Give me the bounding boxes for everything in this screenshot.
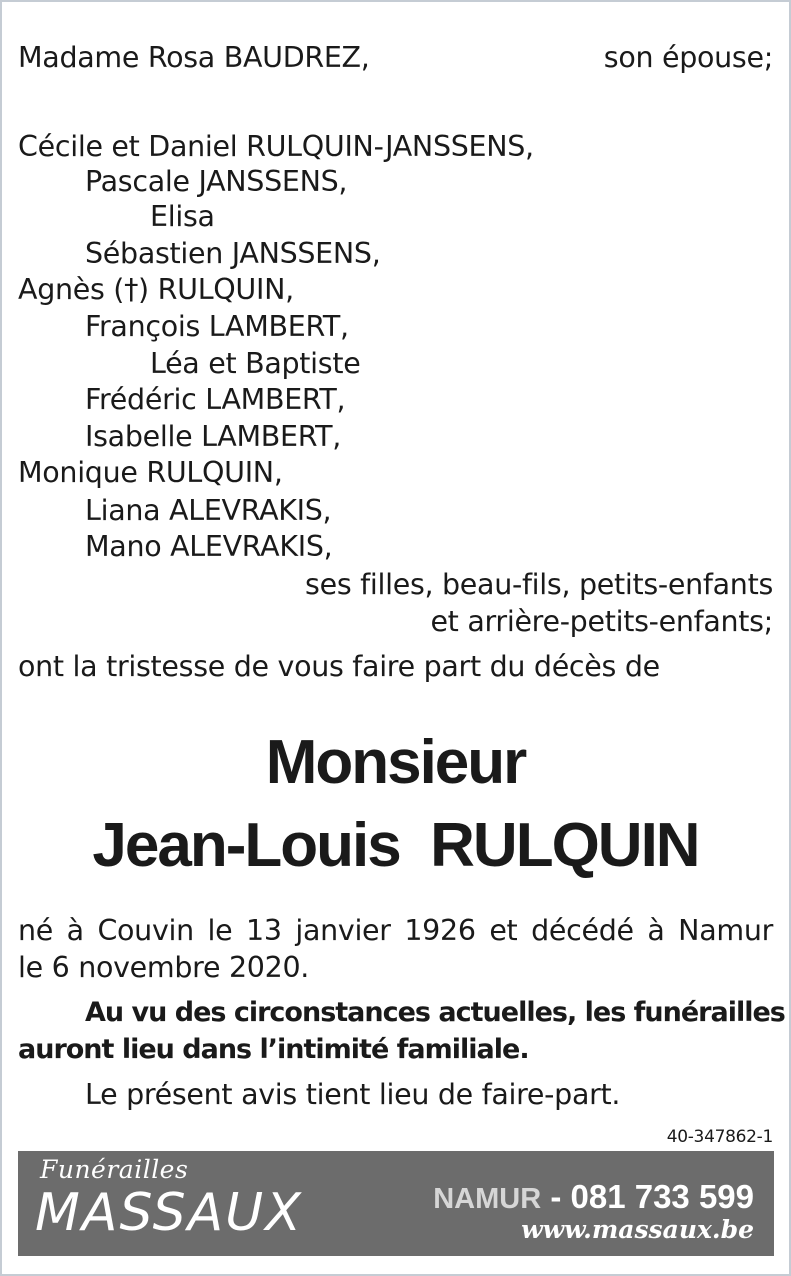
ad-phone: 081 733 599 — [570, 1178, 754, 1215]
family-member: François LAMBERT, — [85, 310, 349, 343]
birth-death-line: le 6 novembre 2020. — [18, 951, 310, 984]
funeral-notice: Au vu des circonstances actuelles, les funérailles — [85, 997, 785, 1028]
birth-death-line: né à Couvin le 13 janvier 1926 et décédé à Namur — [18, 914, 773, 947]
family-member: Sébastien JANSSENS, — [85, 237, 381, 270]
family-member: Pascale JANSSENS, — [85, 165, 348, 198]
ad-separator: - — [541, 1178, 571, 1215]
reference-number: 40-347862-1 — [666, 1127, 773, 1147]
funeral-home-ad — [18, 1151, 774, 1256]
family-member: Isabelle LAMBERT, — [85, 420, 342, 453]
ad-contact — [433, 1178, 754, 1216]
ad-city: NAMUR — [433, 1183, 542, 1215]
funeral-notice: auront lieu dans l’intimité familiale. — [18, 1034, 529, 1065]
announcement: ont la tristesse de vous faire part du décès de — [18, 650, 660, 683]
spouse-relation: son épouse; — [603, 41, 773, 74]
deceased-name: Jean-Louis RULQUIN — [92, 811, 699, 880]
spouse-name: Madame Rosa BAUDREZ, — [18, 41, 370, 74]
family-member: Léa et Baptiste — [150, 347, 361, 380]
relation-line: et arrière-petits-enfants; — [430, 605, 773, 638]
family-member: Mano ALEVRAKIS, — [85, 530, 333, 563]
family-member: Frédéric LAMBERT, — [85, 383, 346, 416]
ad-brand-name: MASSAUX — [35, 1183, 303, 1243]
ad-website: www.massaux.be — [521, 1215, 754, 1244]
relation-line: ses filles, beau-fils, petits-enfants — [305, 568, 773, 601]
family-member: Elisa — [150, 200, 215, 233]
deceased-title: Monsieur — [265, 728, 526, 797]
family-member: Agnès (†) RULQUIN, — [18, 273, 294, 306]
family-member: Monique RULQUIN, — [18, 456, 283, 489]
family-member: Liana ALEVRAKIS, — [85, 494, 332, 527]
family-member: Cécile et Daniel RULQUIN-JANSSENS, — [18, 130, 534, 163]
ad-script-label: Funérailles — [40, 1155, 189, 1184]
closing-line: Le présent avis tient lieu de faire-part. — [85, 1078, 621, 1111]
